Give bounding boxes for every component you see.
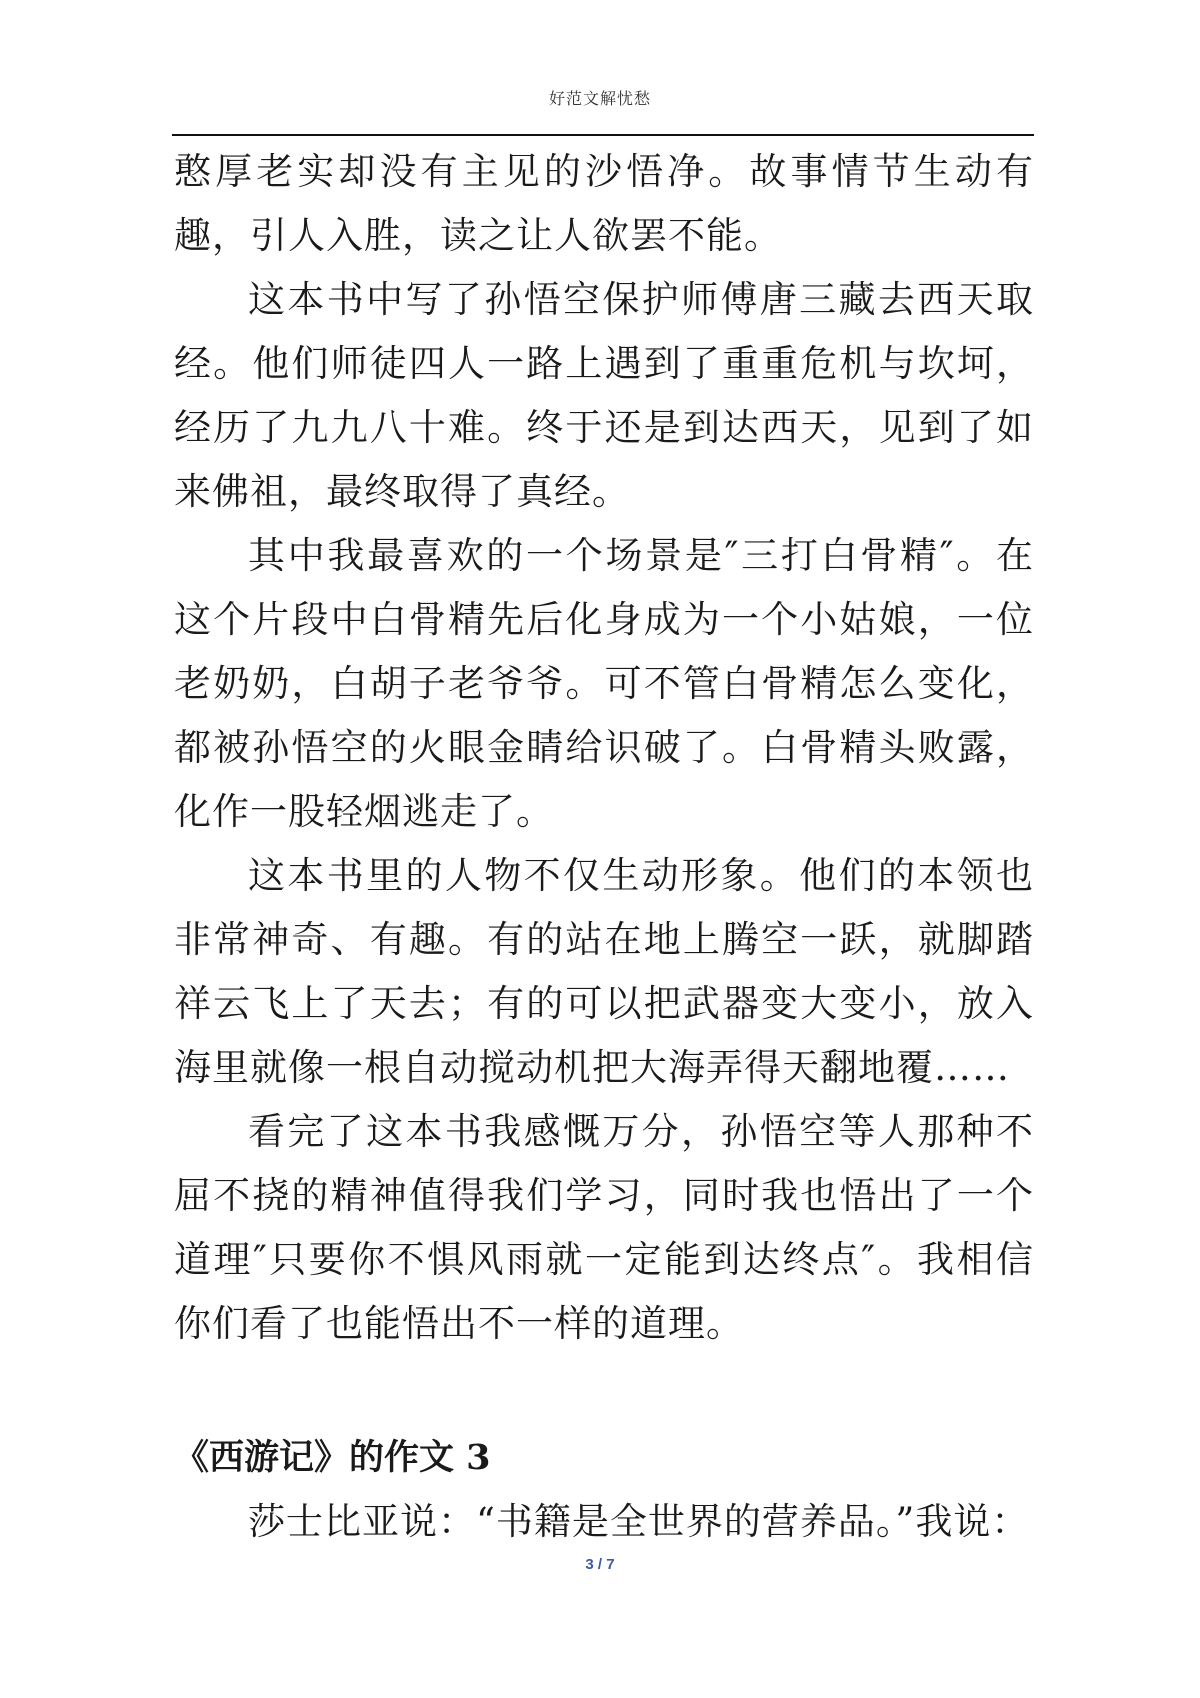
section-heading: 《西游记》的作文 3 <box>174 1437 491 1478</box>
page-number <box>0 1556 1200 1573</box>
paragraph: 莎士比亚说：“书籍是全世界的营养品。”我说： <box>248 1500 1030 1543</box>
paragraph: 这本书里的人物不仅生动形象。他们的本领也非常神奇、有趣。有的站在地上腾空一跃，就脚踏祥云飞上了天去；有的可以把武器变大变小，放入海里就像一根自动搅动机把大海弄得天翻地覆…… <box>174 854 1034 1089</box>
header-divider <box>172 134 1034 136</box>
paragraph: 其中我最喜欢的一个场景是″三打白骨精″。在这个片段中白骨精先后化身成为一个小姑娘，一位老奶奶，白胡子老爷爷。可不管白骨精怎么变化，都被孙悟空的火眼金睛给识破了。白骨精头败露，化作一股轻烟逃走了。 <box>174 534 1034 833</box>
paragraph: 看完了这本书我感慨万分，孙悟空等人那种不屈不挠的精神值得我们学习，同时我也悟出了一个道理″只要你不惧风雨就一定能到达终点″。我相信你们看了也能悟出不一样的道理。 <box>174 1110 1034 1345</box>
page-number-current: 3 <box>585 1556 594 1573</box>
page-number-total: 7 <box>606 1556 615 1573</box>
page-number-separator: / <box>597 1556 603 1573</box>
paragraph: 这本书中写了孙悟空保护师傅唐三藏去西天取经。他们师徒四人一路上遇到了重重危机与坎坷，经历了九九八十难。终于还是到达西天，见到了如来佛祖，最终取得了真经。 <box>174 278 1034 513</box>
paragraph-continuation: 憨厚老实却没有主见的沙悟净。故事情节生动有趣，引人入胜，读之让人欲罢不能。 <box>174 150 1034 257</box>
header-title: 好范文解忧愁 <box>548 89 651 108</box>
document-body <box>174 140 1034 1554</box>
